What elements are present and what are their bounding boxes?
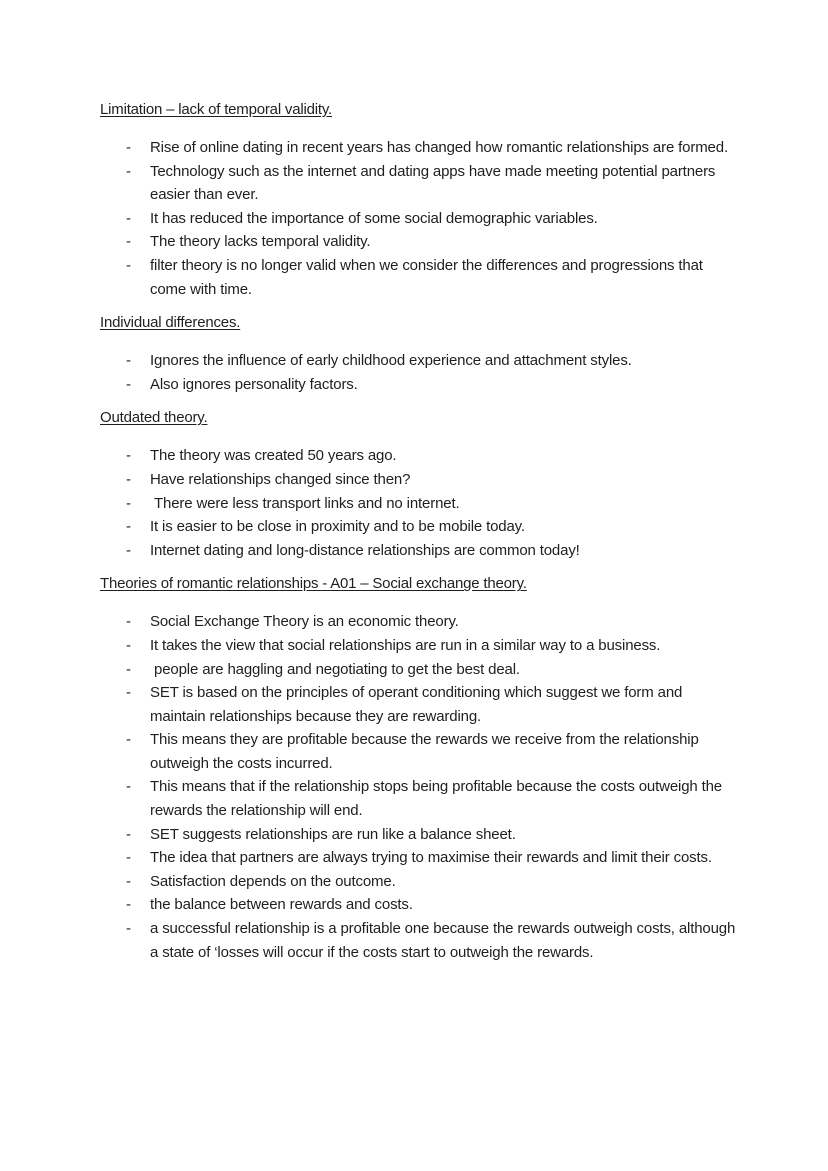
dash-bullet-icon: - <box>126 896 131 914</box>
section-temporal-validity <box>100 100 740 301</box>
list-item: - SET is based on the principles of operant conditioning which suggest we form and maintain relationships because they are rewarding. <box>100 681 740 728</box>
list-item: - The idea that partners are always trying to maximise their rewards and limit their costs. <box>100 846 740 870</box>
list-item: - It is easier to be close in proximity and to be mobile today. <box>100 515 740 539</box>
list-item: - Satisfaction depends on the outcome. <box>100 870 740 894</box>
list-item: - It takes the view that social relationships are run in a similar way to a business. <box>100 634 740 658</box>
section-heading: Limitation – lack of temporal validity. <box>100 101 333 118</box>
dash-bullet-icon: - <box>126 209 131 227</box>
section-heading: Outdated theory. <box>100 409 208 427</box>
dash-bullet-icon: - <box>126 352 131 370</box>
list-item: - Technology such as the internet and dating apps have made meeting potential partners easier than ever. <box>100 160 740 207</box>
bullet-list <box>100 444 740 562</box>
dash-bullet-icon: - <box>126 162 131 180</box>
list-item: - the balance between rewards and costs. <box>100 893 740 917</box>
dash-bullet-icon: - <box>126 494 131 512</box>
section-heading: Individual differences. <box>100 314 241 332</box>
dash-bullet-icon: - <box>126 139 131 156</box>
list-item: - Rise of online dating in recent years has changed how romantic relationships are formed. <box>100 136 740 160</box>
section-heading: Theories of romantic relationships - A01 – Social exchange theory. <box>100 575 527 593</box>
dash-bullet-icon: - <box>126 256 131 274</box>
dash-bullet-icon: - <box>126 825 131 843</box>
dash-bullet-icon: - <box>126 541 131 559</box>
list-item: - This means they are profitable because the rewards we receive from the relationship outweigh the costs incurred. <box>100 728 740 775</box>
dash-bullet-icon: - <box>126 518 131 536</box>
dash-bullet-icon: - <box>126 233 131 251</box>
section-outdated-theory <box>100 408 740 562</box>
bullet-list <box>100 349 740 396</box>
list-item: - Social Exchange Theory is an economic theory. <box>100 610 740 634</box>
list-item: - It has reduced the importance of some social demographic variables. <box>100 207 740 231</box>
dash-bullet-icon: - <box>126 470 131 488</box>
list-item: - Ignores the influence of early childhood experience and attachment styles. <box>100 349 740 373</box>
list-item: - Have relationships changed since then? <box>100 468 740 492</box>
list-item: - This means that if the relationship stops being profitable because the costs outweigh the rewards the relationship will end. <box>100 775 740 822</box>
dash-bullet-icon: - <box>126 447 131 465</box>
list-item: - Also ignores personality factors. <box>100 373 740 397</box>
list-item: - a successful relationship is a profitable one because the rewards outweigh costs, although a state of ‘losses will occur if the costs start to outweigh the rewards. <box>100 917 740 964</box>
section-social-exchange-theory <box>100 574 740 964</box>
list-item: - Internet dating and long-distance relationships are common today! <box>100 539 740 563</box>
dash-bullet-icon: - <box>126 872 131 890</box>
list-item: - filter theory is no longer valid when we consider the differences and progressions that come with time. <box>100 254 740 301</box>
bullet-list <box>100 610 740 964</box>
dash-bullet-icon: - <box>126 636 131 654</box>
dash-bullet-icon: - <box>126 375 131 393</box>
list-item: - There were less transport links and no internet. <box>100 492 740 516</box>
dash-bullet-icon: - <box>126 920 131 938</box>
bullet-list <box>100 136 740 301</box>
dash-bullet-icon: - <box>126 684 131 702</box>
document-page <box>100 100 740 976</box>
dash-bullet-icon: - <box>126 613 131 631</box>
dash-bullet-icon: - <box>126 849 131 867</box>
list-item: - The theory was created 50 years ago. <box>100 444 740 468</box>
section-individual-differences <box>100 313 740 396</box>
list-item: - SET suggests relationships are run like a balance sheet. <box>100 823 740 847</box>
dash-bullet-icon: - <box>126 660 131 678</box>
dash-bullet-icon: - <box>126 731 131 749</box>
list-item: - people are haggling and negotiating to get the best deal. <box>100 658 740 682</box>
dash-bullet-icon: - <box>126 778 131 796</box>
list-item: - The theory lacks temporal validity. <box>100 230 740 254</box>
